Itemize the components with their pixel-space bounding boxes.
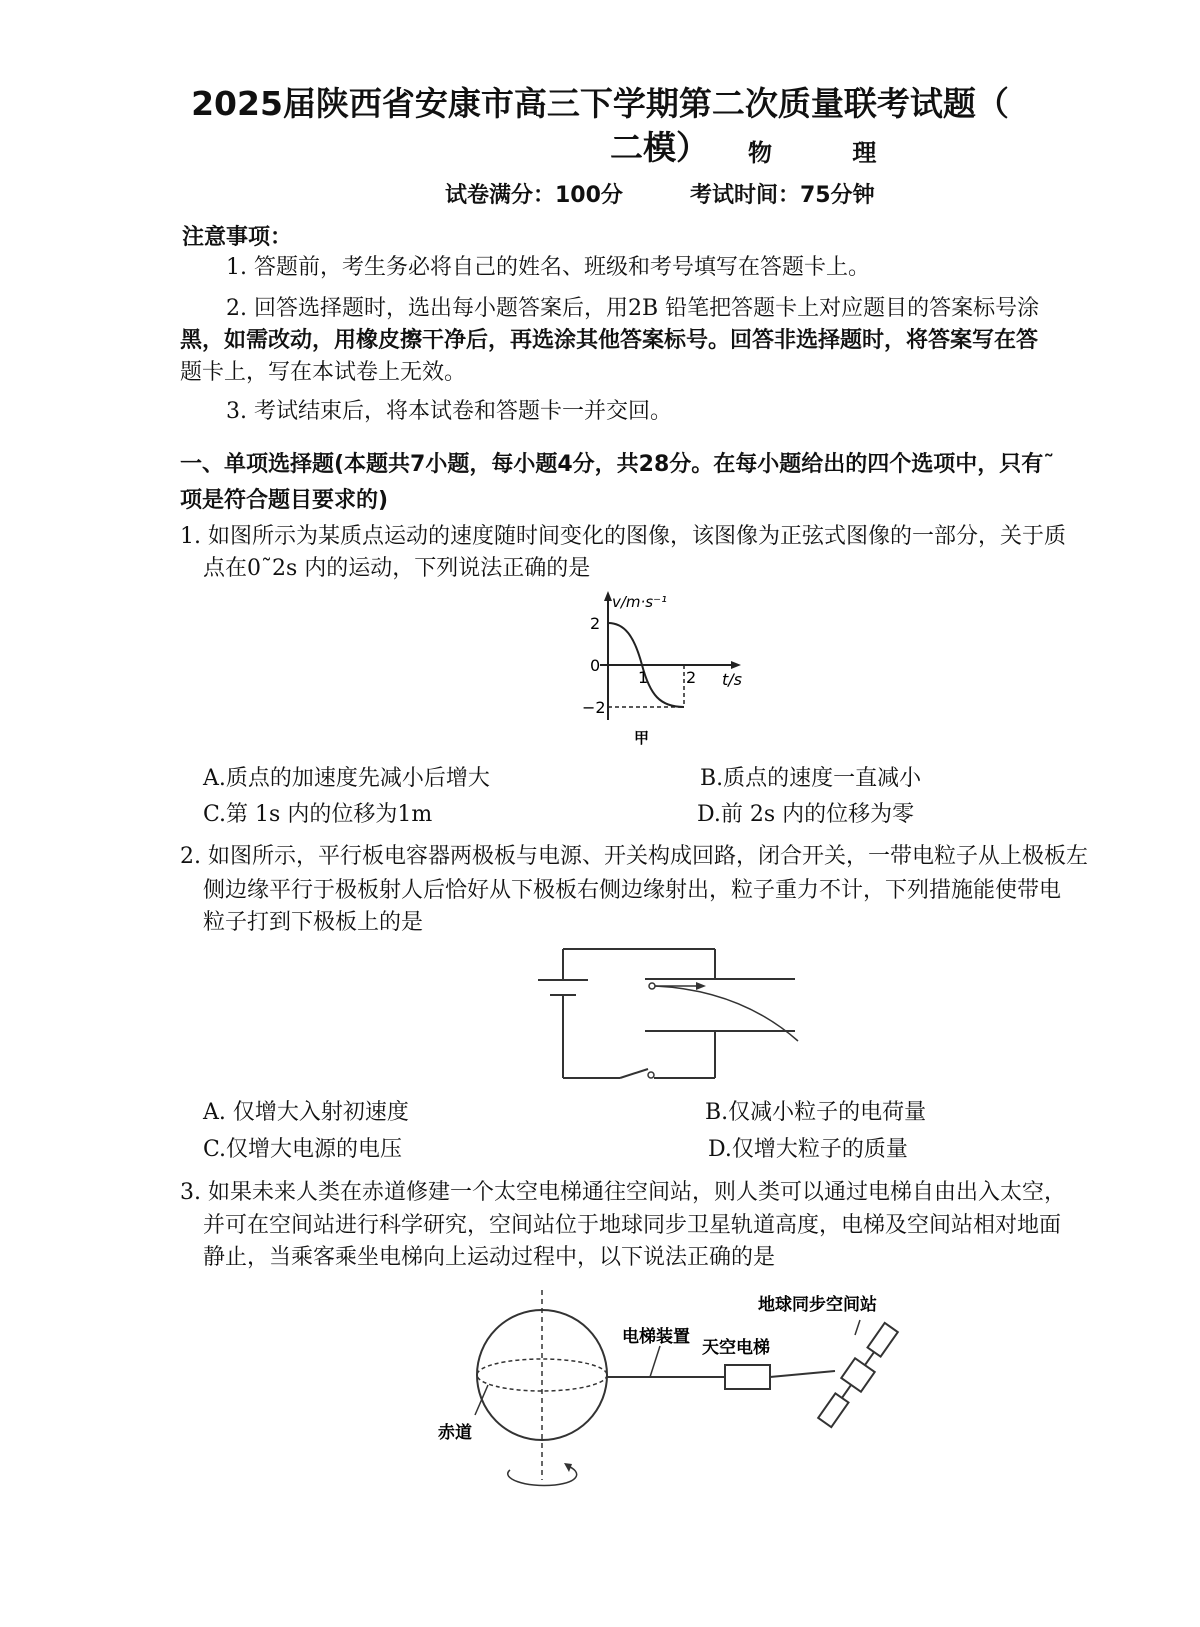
q1-graph-tick-x1: 1 bbox=[638, 668, 649, 687]
q1-option-d: D.前 2s 内的位移为零 bbox=[697, 802, 915, 827]
q1-option-b: B.质点的速度一直减小 bbox=[700, 766, 922, 791]
notice-item-2-cont2: 题卡上，写在本试卷上无效。 bbox=[180, 360, 467, 385]
q1-stem-line1: 1. 如图所示为某质点运动的速度随时间变化的图像，该图像为正弦式图像的一部分，关于质 bbox=[180, 524, 1066, 549]
q1-option-c: C.第 1s 内的位移为1m bbox=[203, 802, 433, 827]
q2-capacitor-circuit bbox=[530, 945, 830, 1090]
q1-graph-tick-x2: 2 bbox=[686, 668, 697, 687]
q1-option-a: A.质点的加速度先减小后增大 bbox=[203, 766, 490, 791]
section1-heading-cont: 项是符合题目要求的) bbox=[180, 488, 389, 513]
notice-item-2: 2. 回答选择题时，选出每小题答案后，用2B 铅笔把答题卡上对应题目的答案标号涂 bbox=[226, 296, 1040, 321]
label-space-elevator: 天空电梯 bbox=[702, 1338, 770, 1358]
q1-stem-line2: 点在0˜2s 内的运动，下列说法正确的是 bbox=[203, 556, 591, 581]
label-equator: 赤道 bbox=[438, 1423, 472, 1443]
notice-item-3: 3. 考试结束后，将本试卷和答题卡一并交回。 bbox=[226, 399, 672, 424]
q1-graph-tick-2: 2 bbox=[590, 614, 601, 633]
q2-option-b: B.仅减小粒子的电荷量 bbox=[705, 1100, 927, 1125]
q2-option-a: A. 仅增大入射初速度 bbox=[203, 1100, 409, 1125]
q1-graph-tick-neg2: −2 bbox=[582, 698, 606, 717]
q2-option-c: C.仅增大电源的电压 bbox=[203, 1137, 403, 1162]
q3-stem-line2: 并可在空间站进行科学研究，空间站位于地球同步卫星轨道高度，电梯及空间站相对地面 bbox=[203, 1213, 1062, 1238]
q1-graph-caption: 甲 bbox=[634, 729, 650, 745]
notice-heading: 注意事项： bbox=[182, 225, 293, 250]
q1-graph-xlabel: t/s bbox=[722, 670, 742, 689]
notice-item-2-cont: 黑，如需改动，用橡皮擦干净后，再选涂其他答案标号。回答非选择题时，将答案写在答 bbox=[180, 328, 1039, 353]
exam-time: 考试时间：75分钟 bbox=[690, 183, 875, 208]
q3-space-elevator-diagram bbox=[430, 1280, 930, 1510]
label-geo-station: 地球同步空间站 bbox=[758, 1295, 877, 1315]
exam-title-line2: 二模） bbox=[610, 128, 709, 167]
q1-graph-tick-0: 0 bbox=[590, 656, 601, 675]
space-station-shape bbox=[815, 1321, 901, 1430]
full-score: 试卷满分：100分 bbox=[445, 183, 623, 208]
q3-stem-line1: 3. 如果未来人类在赤道修建一个太空电梯通往空间站，则人类可以通过电梯自由出入太空， bbox=[180, 1180, 1066, 1205]
q1-graph-ylabel: v/m·s⁻¹ bbox=[612, 593, 668, 611]
q3-stem-line3: 静止，当乘客乘坐电梯向上运动过程中，以下说法正确的是 bbox=[203, 1245, 776, 1270]
elevator-car-shape bbox=[725, 1365, 770, 1389]
q2-option-d: D.仅增大粒子的质量 bbox=[708, 1137, 908, 1162]
q2-stem-line3: 粒子打到下极板上的是 bbox=[203, 910, 424, 935]
label-elevator-device: 电梯装置 bbox=[622, 1327, 690, 1347]
q1-velocity-time-graph bbox=[560, 585, 780, 745]
q2-stem-line1: 2. 如图所示，平行板电容器两极板与电源、开关构成回路，闭合开关，一带电粒子从上极板左 bbox=[180, 844, 1088, 869]
q2-stem-line2: 侧边缘平行于极板射人后恰好从下极板右侧边缘射出，粒子重力不计，下列措施能使带电 bbox=[203, 878, 1062, 903]
notice-item-1: 1. 答题前，考生务必将自己的姓名、班级和考号填写在答题卡上。 bbox=[226, 255, 870, 280]
exam-title-line1: 2025届陕西省安康市高三下学期第二次质量联考试题（ bbox=[191, 84, 1009, 123]
exam-subject: 物 理 bbox=[748, 139, 913, 167]
section1-heading: 一、单项选择题(本题共7小题，每小题4分，共28分。在每小题给出的四个选项中，只有˜ bbox=[180, 452, 1055, 477]
